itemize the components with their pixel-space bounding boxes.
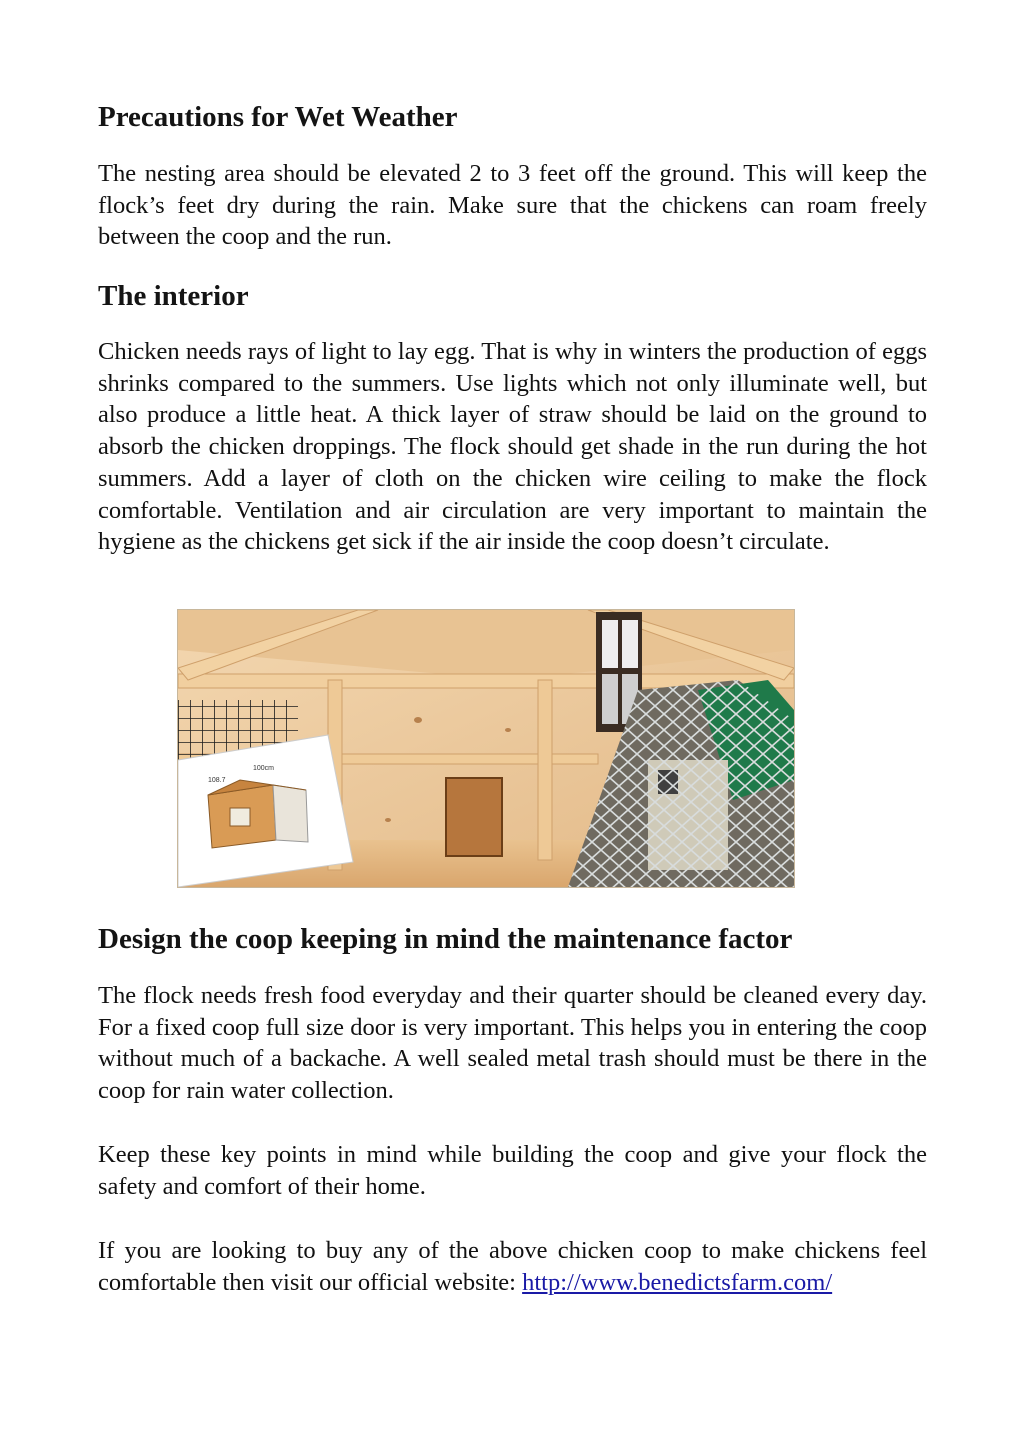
website-link[interactable]: http://www.benedictsfarm.com/ (522, 1268, 833, 1296)
call-to-action-text: If you are looking to buy any of the above chicken coop to make chickens feel comfortable then visit our official website: (98, 1237, 927, 1296)
paragraph-interior: Chicken needs rays of light to lay egg. That is why in winters the production of eggs shrinks compared to the summers. Use lights which not only illuminate well, but also produce a little heat. A thick layer of straw should be laid on the ground to absorb the chicken droppings. The flock should get shade in the run during the hot summers. Add a layer of cloth on the chicken wire ceiling to make the flock comfortable. Ventilation and air circulation are very important to maintain the hygiene as the chickens get sick if the air inside the coop doesn’t circulate. (98, 338, 927, 556)
paragraph-maintenance: The flock needs fresh food everyday and their quarter should be cleaned every day. For a fixed coop full size door is very important. This helps you in entering the coop without much of a backache. A well sealed metal trash should must be there in the coop for rain water collection. (98, 982, 927, 1105)
diagram-label-width: 108.7 (208, 777, 226, 784)
diagram-label-depth: 100cm (253, 765, 275, 772)
section-heading-interior: The interior (98, 280, 249, 312)
paragraph-key-points: Keep these key points in mind while building the coop and give your flock the safety and comfort of their home. (98, 1141, 927, 1200)
paragraph-wet-weather: The nesting area should be elevated 2 to 3 feet off the ground. This will keep the flock’s feet dry during the rain. Make sure that the chickens can roam freely between the coop and the run. (98, 160, 927, 251)
coop-interior-photo (177, 609, 795, 888)
section-heading-maintenance: Design the coop keeping in mind the maintenance factor (98, 923, 793, 955)
paragraph-call-to-action (98, 1235, 927, 1298)
section-heading-wet-weather: Precautions for Wet Weather (98, 101, 458, 133)
